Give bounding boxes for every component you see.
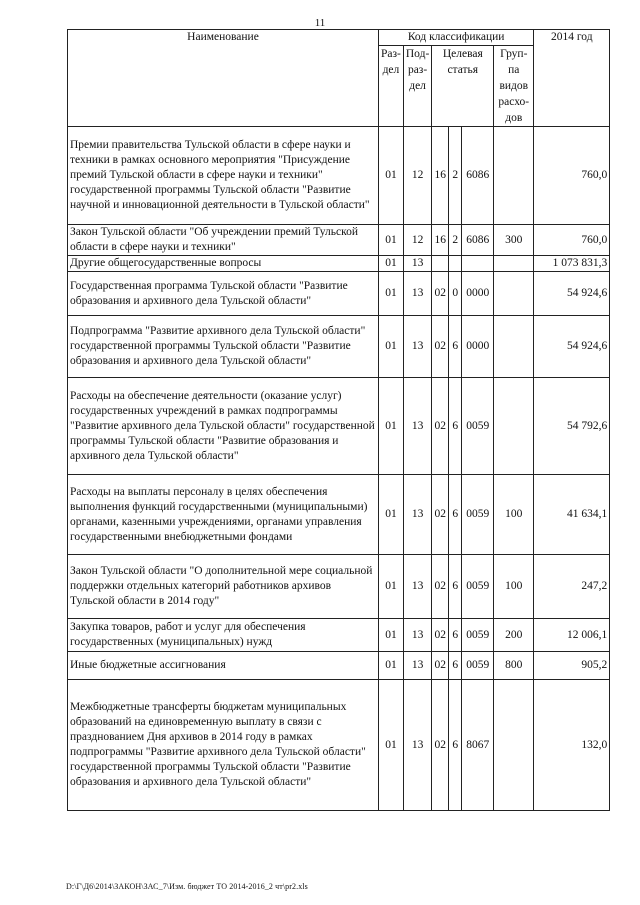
row-sum-2014: 760,0 (534, 127, 610, 225)
row-target-program: 02 (432, 619, 449, 652)
row-razdel: 01 (379, 555, 404, 619)
row-name: Закон Тульской области "Об учреждении премий Тульской области в сфере науки и техники" (68, 225, 379, 256)
table-row (68, 680, 610, 811)
row-expense-group: 200 (494, 619, 534, 652)
row-target-direction: 6086 (462, 225, 494, 256)
row-name: Расходы на выплаты персоналу в целях обеспечения выполнения функций государственными (муниципальными) органами, казенными учреждениями, органами управления государственными внебюджетными фондами (68, 475, 379, 555)
row-target-program: 02 (432, 555, 449, 619)
row-name: Государственная программа Тульской области "Развитие образования и архивного дела Тульской области" (68, 272, 379, 316)
row-target-program: 02 (432, 475, 449, 555)
table-row (68, 619, 610, 652)
row-expense-group (494, 256, 534, 272)
row-target-subprogram: 6 (449, 619, 462, 652)
row-sum-2014: 54 792,6 (534, 378, 610, 475)
header-year: 2014 год (534, 30, 610, 127)
row-razdel: 01 (379, 272, 404, 316)
row-podrazdel: 13 (403, 475, 431, 555)
row-sum-2014: 247,2 (534, 555, 610, 619)
row-razdel: 01 (379, 256, 404, 272)
row-razdel: 01 (379, 225, 404, 256)
row-sum-2014: 54 924,6 (534, 316, 610, 378)
row-expense-group (494, 127, 534, 225)
budget-table (67, 29, 610, 811)
row-target-program: 02 (432, 272, 449, 316)
row-target-direction: 0059 (462, 652, 494, 680)
row-podrazdel: 13 (403, 619, 431, 652)
row-target-subprogram: 2 (449, 225, 462, 256)
row-target-program: 02 (432, 680, 449, 811)
row-target-subprogram: 6 (449, 475, 462, 555)
row-sum-2014: 54 924,6 (534, 272, 610, 316)
row-sum-2014: 1 073 831,3 (534, 256, 610, 272)
row-target-direction: 0059 (462, 378, 494, 475)
row-podrazdel: 13 (403, 316, 431, 378)
row-target-subprogram: 6 (449, 680, 462, 811)
row-target-program: 02 (432, 652, 449, 680)
row-name: Закупка товаров, работ и услуг для обеспечения государственных (муниципальных) нужд (68, 619, 379, 652)
header-group: Груп- па видов расхо- дов (494, 46, 534, 127)
row-target-direction: 6086 (462, 127, 494, 225)
row-target-subprogram: 6 (449, 555, 462, 619)
row-target-subprogram: 2 (449, 127, 462, 225)
row-target-direction: 8067 (462, 680, 494, 811)
row-name: Премии правительства Тульской области в сфере науки и техники в рамках основного мероприятия "Присуждение премий Тульской области в сфере науки и техники" государственной программы Тульской области "Развитие научной и инновационной деятельности в Тульской области" (68, 127, 379, 225)
row-razdel: 01 (379, 652, 404, 680)
row-name: Межбюджетные трансферты бюджетам муниципальных образований на единовременную выплату в связи с празднованием Дня архивов в 2014 году в рамках подпрограммы "Развитие архивного дела Тульской области" государственной программы Тульской области "Развитие образования и архивного дела Тульской области" (68, 680, 379, 811)
table-row (68, 652, 610, 680)
row-expense-group: 300 (494, 225, 534, 256)
row-name: Закон Тульской области "О дополнительной мере социальной поддержки отдельных категорий работников архивов Тульской области в 2014 году" (68, 555, 379, 619)
table-row (68, 378, 610, 475)
row-podrazdel: 13 (403, 256, 431, 272)
row-podrazdel: 13 (403, 555, 431, 619)
row-expense-group (494, 272, 534, 316)
table-row (68, 316, 610, 378)
page-number: 11 (314, 17, 326, 29)
row-podrazdel: 13 (403, 272, 431, 316)
row-target-program: 16 (432, 225, 449, 256)
row-podrazdel: 13 (403, 652, 431, 680)
row-expense-group (494, 680, 534, 811)
row-target-program: 16 (432, 127, 449, 225)
row-expense-group (494, 378, 534, 475)
header-podrazdel: Под- раз- дел (403, 46, 431, 127)
row-razdel: 01 (379, 680, 404, 811)
row-target-program: 02 (432, 316, 449, 378)
row-target-subprogram: 6 (449, 378, 462, 475)
row-name: Иные бюджетные ассигнования (68, 652, 379, 680)
row-razdel: 01 (379, 475, 404, 555)
row-expense-group: 100 (494, 475, 534, 555)
row-razdel: 01 (379, 316, 404, 378)
row-podrazdel: 12 (403, 225, 431, 256)
row-podrazdel: 13 (403, 680, 431, 811)
row-sum-2014: 132,0 (534, 680, 610, 811)
row-target-direction: 0059 (462, 555, 494, 619)
file-path-footer: D:\Г\Д6\2014\ЗАКОН\ЗАС_7\Изм. бюджет ТО 2014-2016_2 чт\pr2.xls (66, 882, 308, 891)
row-expense-group: 800 (494, 652, 534, 680)
row-razdel: 01 (379, 619, 404, 652)
row-sum-2014: 12 006,1 (534, 619, 610, 652)
row-target-subprogram (449, 256, 462, 272)
row-target-subprogram: 0 (449, 272, 462, 316)
table-row (68, 272, 610, 316)
row-target-direction: 0000 (462, 272, 494, 316)
row-expense-group (494, 316, 534, 378)
row-name: Подпрограмма "Развитие архивного дела Тульской области" государственной программы Тульской области "Развитие образования и архивного дела Тульской области" (68, 316, 379, 378)
row-target-subprogram: 6 (449, 316, 462, 378)
row-target-direction: 0059 (462, 619, 494, 652)
row-sum-2014: 41 634,1 (534, 475, 610, 555)
row-target-direction: 0000 (462, 316, 494, 378)
header-code: Код классификации (379, 30, 534, 46)
row-target-direction (462, 256, 494, 272)
row-sum-2014: 905,2 (534, 652, 610, 680)
table-row (68, 256, 610, 272)
row-name: Расходы на обеспечение деятельности (оказание услуг) государственных учреждений в рамках подпрограммы "Развитие архивного дела Тульской области" государственной программы Тульской области "Развитие образования и архивного дела Тульской области" (68, 378, 379, 475)
table-row (68, 127, 610, 225)
row-sum-2014: 760,0 (534, 225, 610, 256)
row-target-program: 02 (432, 378, 449, 475)
header-razdel: Раз- дел (379, 46, 404, 127)
header-target: Целевая статья (432, 46, 494, 127)
table-row (68, 555, 610, 619)
row-target-subprogram: 6 (449, 652, 462, 680)
row-name: Другие общегосударственные вопросы (68, 256, 379, 272)
row-target-direction: 0059 (462, 475, 494, 555)
header-name: Наименование (68, 30, 379, 127)
row-razdel: 01 (379, 127, 404, 225)
row-podrazdel: 13 (403, 378, 431, 475)
table-row (68, 475, 610, 555)
row-podrazdel: 12 (403, 127, 431, 225)
row-razdel: 01 (379, 378, 404, 475)
row-target-program (432, 256, 449, 272)
row-expense-group: 100 (494, 555, 534, 619)
table-row (68, 225, 610, 256)
